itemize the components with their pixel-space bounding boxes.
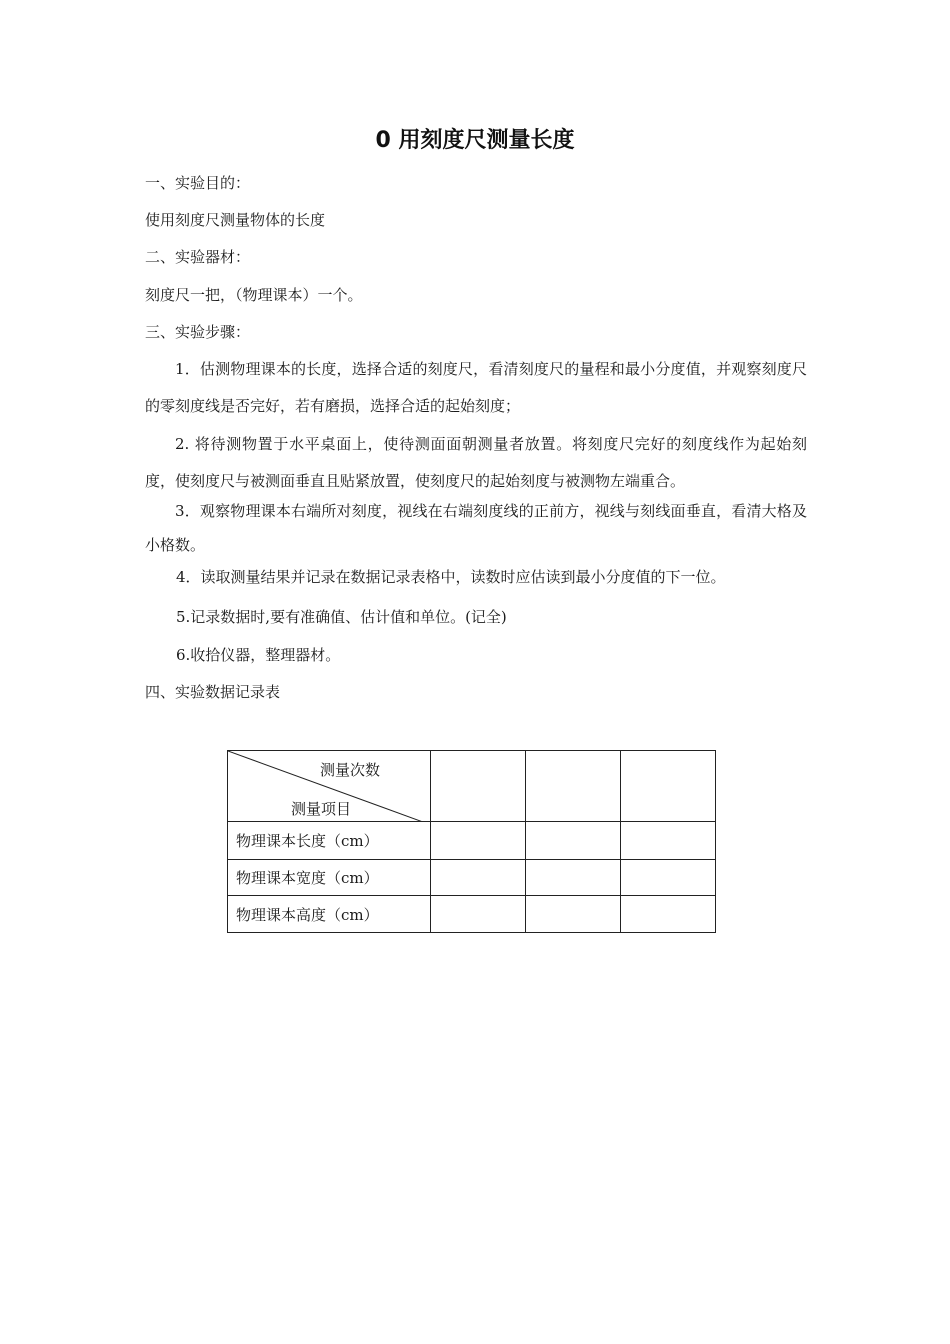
table-row: [228, 896, 716, 933]
table-cell: [431, 896, 526, 933]
table-row: [228, 822, 716, 860]
header-cell-3: [621, 751, 716, 822]
step-6: 6.收拾仪器，整理器材。: [176, 646, 341, 664]
step-5: 5.记录数据时,要有准确值、估计值和单位。(记全): [176, 608, 507, 626]
step-3: 3．观察物理课本右端所对刻度，视线在右端刻度线的正前方，视线与刻线面垂直，看清大格及小格数。: [145, 502, 807, 554]
data-record-table: [227, 750, 716, 933]
table-cell: [431, 860, 526, 896]
table-header-row: [228, 751, 716, 822]
steps-heading: 三、实验步骤：: [145, 323, 251, 341]
table-cell: [526, 822, 621, 860]
row-label-length: 物理课本长度（cm）: [228, 822, 431, 860]
page-title: 0 用刻度尺测量长度: [375, 128, 575, 153]
step-2: 2. 将待测物置于水平桌面上，使待测面面朝测量者放置。将刻度尺完好的刻度线作为起始刻度，使刻度尺与被测面垂直且贴紧放置，使刻度尺的起始刻度与被测物左端重合。: [145, 435, 807, 490]
step-1: 1．估测物理课本的长度，选择合适的刻度尺，看清刻度尺的量程和最小分度值，并观察刻度尺的零刻度线是否完好，若有磨损，选择合适的起始刻度；: [145, 360, 807, 415]
table-cell: [431, 822, 526, 860]
step-4: 4．读取测量结果并记录在数据记录表格中，读数时应估读到最小分度值的下一位。: [176, 568, 726, 586]
header-measure-count: 测量次数: [320, 761, 381, 779]
purpose-heading: 一、实验目的：: [145, 174, 251, 192]
table-cell: [526, 860, 621, 896]
row-label-height: 物理课本高度（cm）: [228, 896, 431, 933]
table-cell: [621, 896, 716, 933]
header-measure-item: 测量项目: [291, 800, 352, 818]
header-cell-2: [526, 751, 621, 822]
row-label-width: 物理课本宽度（cm）: [228, 860, 431, 896]
header-cell-1: [431, 751, 526, 822]
equipment-text: 刻度尺一把，（物理课本）一个。: [145, 286, 363, 304]
table-row: [228, 860, 716, 896]
purpose-text: 使用刻度尺测量物体的长度: [145, 211, 326, 229]
table-cell: [621, 822, 716, 860]
table-cell: [621, 860, 716, 896]
equipment-heading: 二、实验器材：: [145, 248, 251, 266]
diagonal-header-cell: [228, 751, 431, 822]
data-table-heading: 四、实验数据记录表: [145, 683, 281, 701]
table-cell: [526, 896, 621, 933]
